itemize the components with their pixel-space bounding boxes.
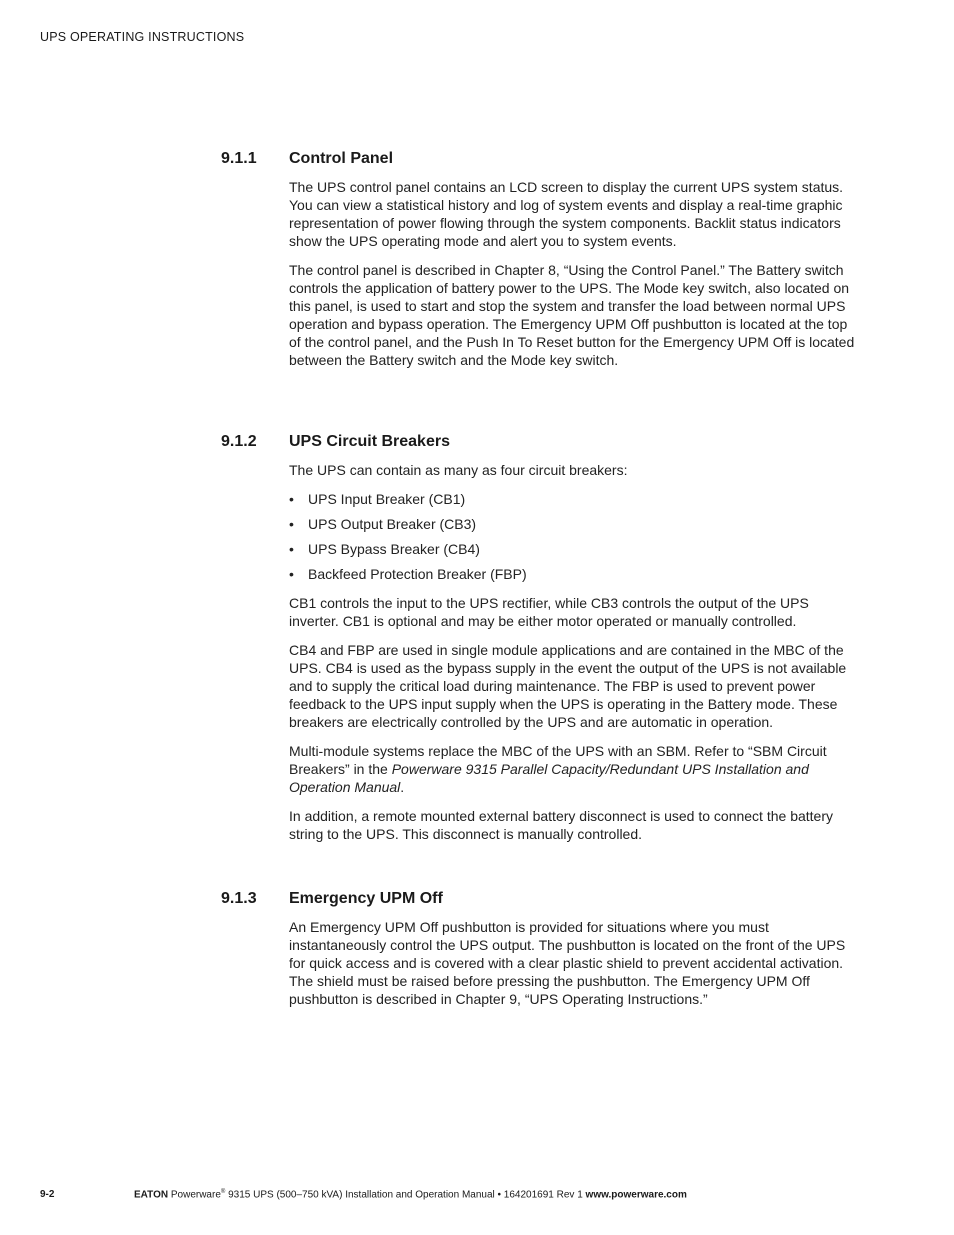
manual-description: 9315 UPS (500–750 kVA) Installation and Operation Manual • 164201691 Rev 1	[225, 1189, 586, 1201]
paragraph-multi-module	[289, 742, 859, 796]
section-heading	[221, 890, 861, 910]
text-run: Multi-module systems replace the MBC of the UPS with an SBM. Refer to “SBM Circuit Breakers” in the	[289, 743, 827, 777]
registered-mark: ®	[220, 1189, 226, 1195]
paragraph: The UPS control panel contains an LCD screen to display the current UPS system status. You can view a statistical history and log of system events and display a real-time graphic representation of power flowing through the system components. Backlit status indicators show the UPS operating mode and alert you to system events.	[289, 179, 844, 249]
section-number: 9.1.1	[221, 150, 257, 167]
section-body	[289, 461, 859, 843]
brand-name: EATON	[134, 1189, 169, 1201]
paragraph: In addition, a remote mounted external battery disconnect is used to connect the battery string to the UPS. This disconnect is manually controlled.	[289, 808, 833, 842]
list-item-text: UPS Output Breaker (CB3)	[308, 516, 477, 532]
website-link[interactable]: www.powerware.com	[585, 1189, 687, 1201]
section-number: 9.1.3	[221, 890, 257, 907]
paragraph-intro: The UPS can contain as many as four circuit breakers:	[289, 462, 628, 478]
bullet-icon: •	[289, 541, 294, 557]
section-body	[289, 918, 859, 1008]
section-title: Control Panel	[289, 150, 394, 167]
list-item-text: UPS Input Breaker (CB1)	[308, 491, 466, 507]
text-run: .	[400, 779, 405, 795]
list-item	[289, 490, 859, 508]
section-number: 9.1.2	[221, 433, 257, 450]
list-item-text: UPS Bypass Breaker (CB4)	[308, 541, 480, 557]
list-item	[289, 565, 859, 583]
list-item	[289, 515, 859, 533]
section-title: UPS Circuit Breakers	[289, 433, 450, 450]
bullet-icon: •	[289, 491, 294, 507]
section-emergency-upm-off	[221, 890, 861, 1019]
list-item	[289, 540, 859, 558]
page-number: 9-2	[40, 1189, 55, 1200]
paragraph: The control panel is described in Chapter 8, “Using the Control Panel.” The Battery switch controls the application of battery power to the UPS. The Mode key switch, also located on this panel, is used to start and stop the system and transfer the load between normal UPS operation and bypass operation. The Emergency UPM Off pushbutton is located at the top of the control panel, and the Push In To Reset button for the Emergency UPM Off is located between the Battery switch and the Mode key switch.	[289, 262, 855, 368]
running-header: UPS OPERATING INSTRUCTIONS	[40, 30, 245, 44]
product-name: Powerware	[170, 1189, 221, 1201]
paragraph: CB4 and FBP are used in single module applications and are contained in the MBC of the UPS. CB4 is used as the bypass supply in the event the output of the UPS is not available and to supply the critical load during maintenance. The FBP is used to prevent power feedback to the UPS input supply when the UPS is operating in the Battery mode. These breakers are electrically controlled by the UPS and are automatic in operation.	[289, 642, 847, 730]
section-heading	[221, 433, 861, 453]
paragraph: An Emergency UPM Off pushbutton is provided for situations where you must instantaneously control the UPS output. The pushbutton is located on the front of the UPS for quick access and is covered with a clear plastic shield to prevent accidental activation. The shield must be raised before pressing the pushbutton. The Emergency UPM Off pushbutton is described in Chapter 9, “UPS Operating Instructions.”	[289, 919, 846, 1007]
bullet-icon: •	[289, 566, 294, 582]
bullet-icon: •	[289, 516, 294, 532]
section-control-panel	[221, 150, 861, 380]
section-title: Emergency UPM Off	[289, 890, 443, 907]
footer-text	[134, 1189, 687, 1200]
section-heading	[221, 150, 861, 170]
breaker-list	[289, 490, 859, 583]
section-body	[289, 178, 859, 369]
manual-title-italic: Powerware 9315 Parallel Capacity/Redundant UPS Installation and Operation Manual	[289, 761, 809, 795]
paragraph: CB1 controls the input to the UPS rectifier, while CB3 controls the output of the UPS inverter. CB1 is optional and may be either motor operated or manually controlled.	[289, 595, 809, 629]
list-item-text: Backfeed Protection Breaker (FBP)	[308, 566, 527, 582]
section-ups-circuit-breakers	[221, 433, 861, 854]
